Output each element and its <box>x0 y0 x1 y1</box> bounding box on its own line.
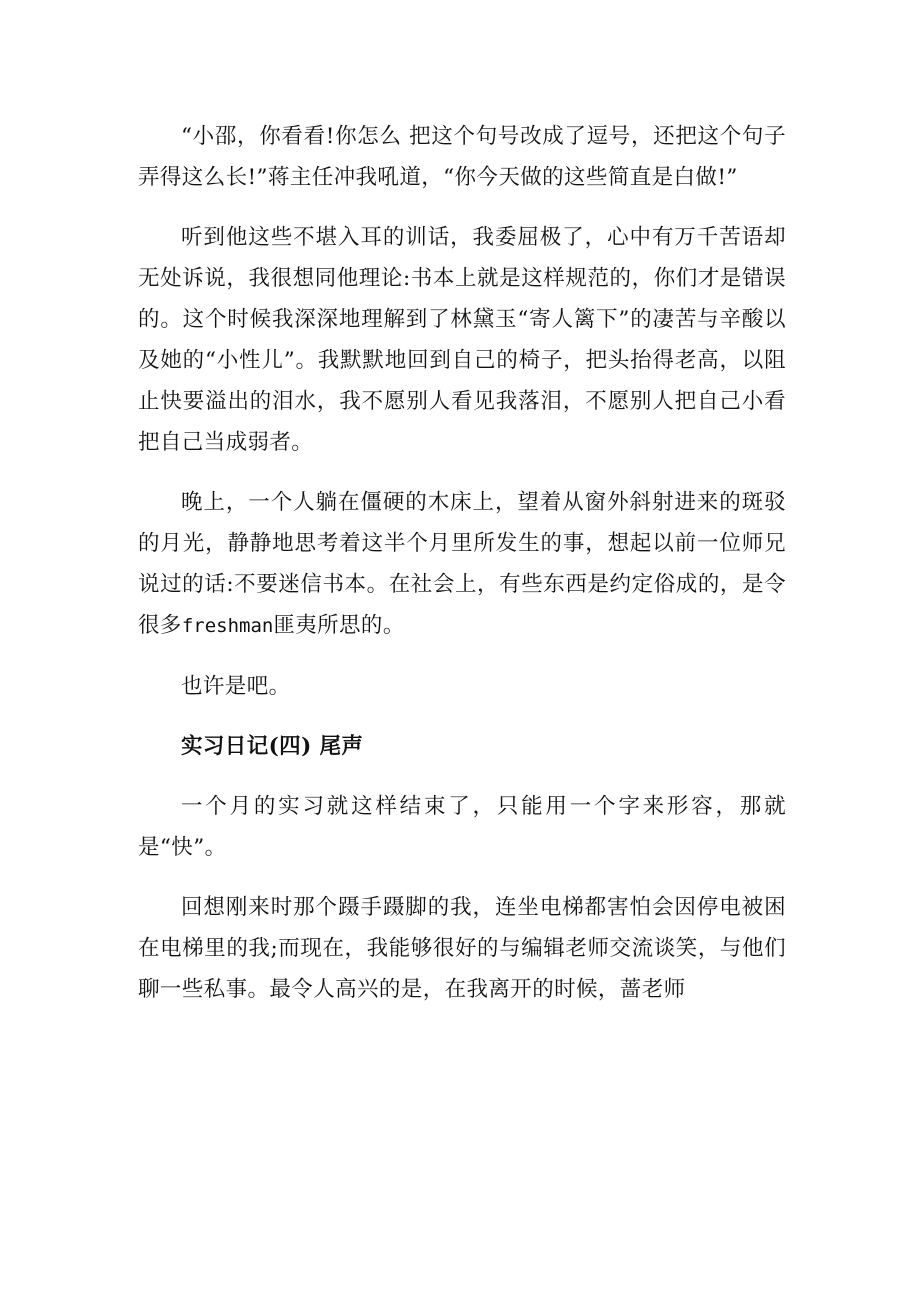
paragraph-recollection: 回想刚来时那个蹑手蹑脚的我，连坐电梯都害怕会因停电被困在电梯里的我;而现在，我能够很好的与编辑老师交流谈笑，与他们聊一些私事。最令人高兴的是，在我离开的时候，蔷老师 <box>138 895 786 1002</box>
paragraph-night-reflection <box>138 482 786 647</box>
paragraph-maybe: 也许是吧。 <box>181 674 291 699</box>
paragraph-night-text-after: 匪夷所思的。 <box>273 613 405 638</box>
freshman-word: freshman <box>181 615 274 637</box>
section-heading: 实习日记(四) 尾声 <box>181 734 364 759</box>
paragraph-grievance: 听到他这些不堪入耳的训话，我委屈极了，心中有万千苦语却无处诉说，我很想同他理论:书本上就是这样规范的，你们才是错误的。这个时候我深深地理解到了林黛玉“寄人篱下”的凄苦与辛酸以及她的“小性儿”。我默默地回到自己的椅子，把头抬得老高，以阻止快要溢出的泪水，我不愿别人看见我落泪，不愿别人把自己小看把自己当成弱者。 <box>138 225 786 455</box>
paragraph-night-text-before: 晚上，一个人躺在僵硬的木床上，望着从窗外斜射进来的斑驳的月光，静静地思考着这半个月里所发生的事，想起以前一位师兄说过的话:不要迷信书本。在社会上，有些东西是约定俗成的，是令很多 <box>138 490 786 638</box>
paragraph-scolding: “小邵，你看看!你怎么 把这个句号改成了逗号，还把这个句子弄得这么长!”蒋主任冲我吼道，“你今天做的这些简直是白做!” <box>138 124 786 190</box>
document-page <box>138 116 786 1029</box>
paragraph-ending: 一个月的实习就这样结束了，只能用一个字来形容，那就是“快”。 <box>138 794 786 860</box>
